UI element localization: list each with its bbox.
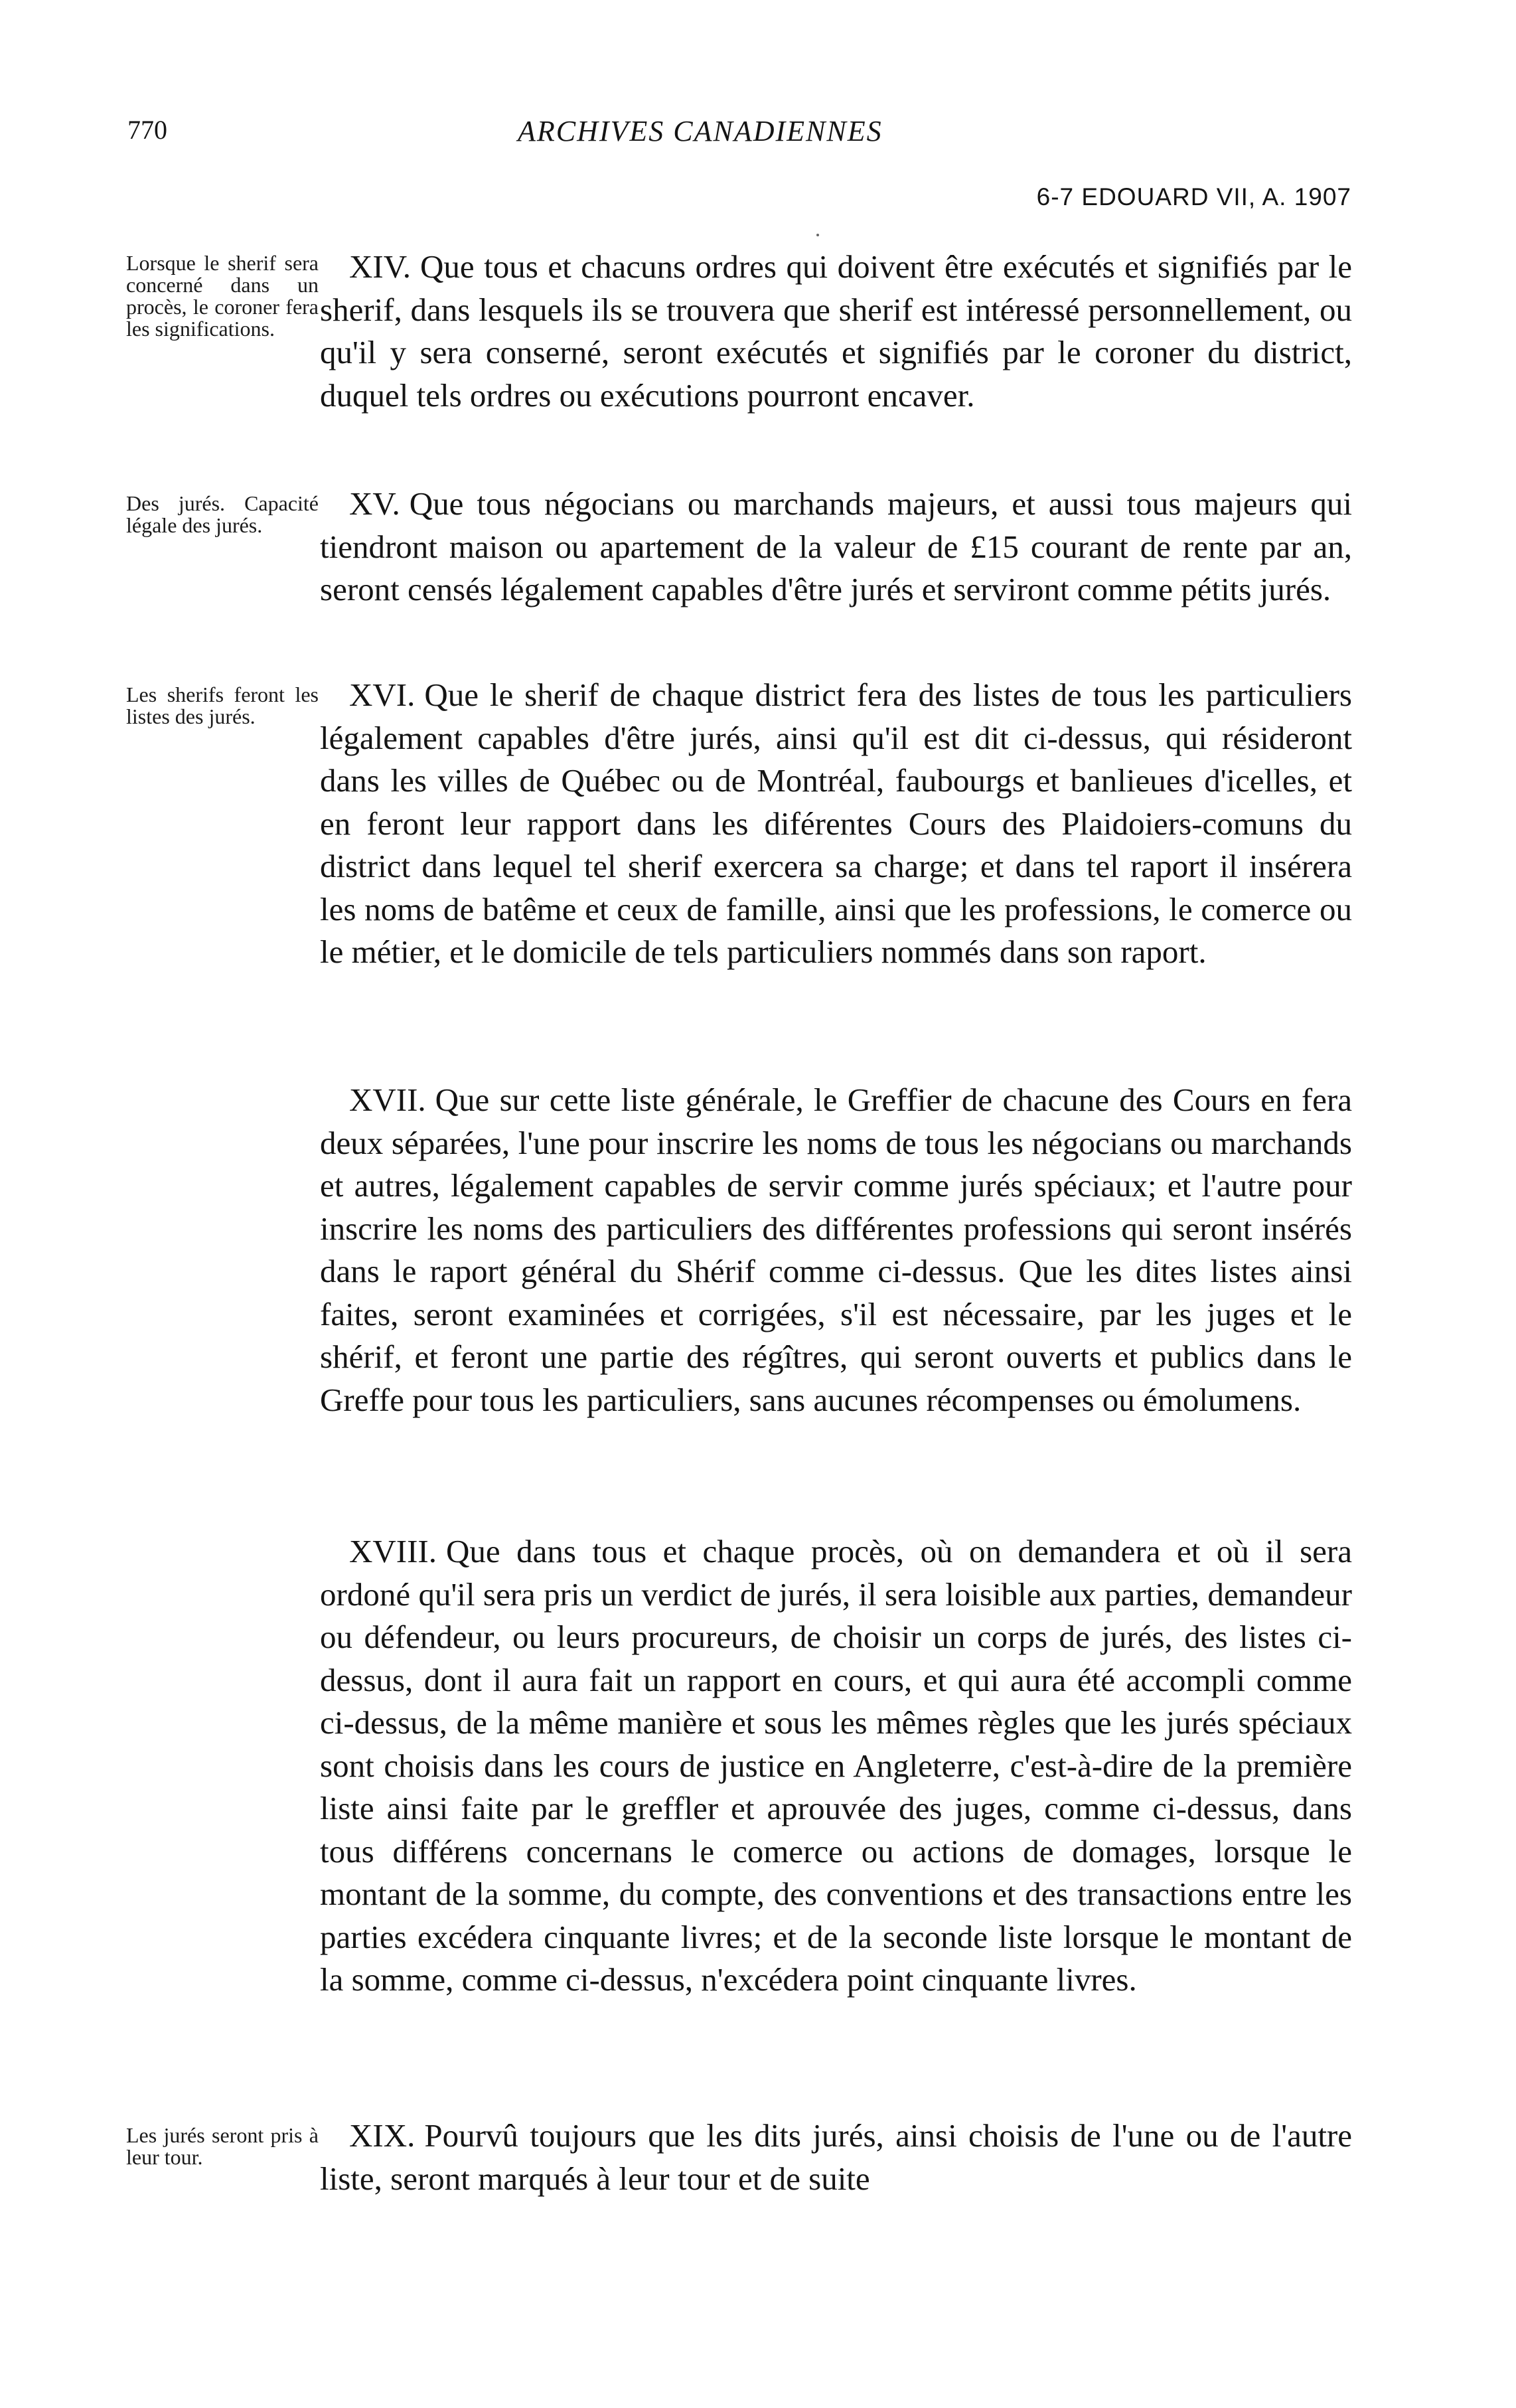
article-text: Pourvû toujours que les dits jurés, ainsi choisis de l'une ou de l'autre liste, seront marqués à leur tour et de suite	[320, 2117, 1352, 2197]
article-number: XVI.	[349, 677, 416, 713]
article-text: Que sur cette liste générale, le Greffier de chacune des Cours en fera deux séparées, l'une pour inscrire les noms de tous les négocians ou marchands et autres, légalement capables de servir comme jurés spéciaux; et l'autre pour inscrire les noms des particuliers des différentes professions qui seront insérés dans le raport général du Shérif comme ci-dessus. Que les dites listes ainsi faites, seront examinées et corrigées, s'il est nécessaire, par les juges et le shérif, et feront une partie des régîtres, qui seront ouverts et publics dans le Greffe pour tous les particuliers, sans aucunes récompenses ou émolumens.	[320, 1082, 1352, 1418]
session-info: 6-7 EDOUARD VII, A. 1907	[1036, 183, 1351, 210]
article-text: Que dans tous et chaque procès, où on demandera et où il sera ordoné qu'il sera pris un verdict de jurés, il sera loisible aux parties, demandeur ou défendeur, ou leurs procureurs, de choisir un corps de jurés, des listes ci-dessus, dont il aura fait un rapport en cours, et qui aura été accompli comme ci-dessus, de la même manière et sous les mêmes règles que les jurés spéciaux sont choisis dans les cours de justice en Angleterre, c'est-à-dire de la première liste ainsi faite par le greffler et aprouvée des juges, comme ci-dessus, dans tous différens concernans le comerce ou actions de domages, lorsque le montant de la somme, du compte, des conventions et des transactions entre les parties excédera cinquante livres; et de la seconde liste lorsque le montant de la somme, comme ci-dessus, n'excédera point cinquante livres.	[320, 1533, 1352, 1998]
article-number: XVIII.	[349, 1533, 437, 1569]
margin-note-sherif-lists: Les sherifs feront les listes des jurés.	[126, 682, 319, 728]
article-xix	[320, 2115, 1352, 2200]
margin-note-jures-capacity: Des jurés. Capacité légale des jurés.	[126, 491, 319, 537]
article-xvii	[320, 1079, 1352, 1421]
page-number: 770	[127, 115, 167, 145]
margin-note-sheriff: Lorsque le sherif sera concerné dans un procès, le coroner fera les significations.	[126, 251, 319, 341]
article-number: XVII.	[349, 1082, 426, 1118]
article-xvi	[320, 674, 1352, 974]
article-text: Que tous et chacuns ordres qui doivent être exécutés et signifiés par le sherif, dans lesquels ils se trouvera que sherif est intéressé personnellement, ou qu'il y sera conserné, seront exécutés et signifiés par le coroner du district, duquel tels ordres ou exécutions pourront encaver.	[320, 248, 1352, 414]
article-xv	[320, 483, 1352, 611]
speck-mark	[816, 234, 819, 236]
article-text: Que tous négocians ou marchands majeurs, et aussi tous majeurs qui tiendront maison ou apartement de la valeur de £15 courant de rente par an, seront censés légalement capables d'être jurés et serviront comme pétits jurés.	[320, 485, 1352, 607]
article-number: XIV.	[349, 248, 412, 285]
margin-note-turn: Les jurés seront pris à leur tour.	[126, 2123, 319, 2169]
article-number: XV.	[349, 485, 400, 522]
article-text: Que le sherif de chaque district fera des listes de tous les particuliers légalement capables d'être jurés, ainsi qu'il est dit ci-dessus, qui résideront dans les villes de Québec ou de Montréal, faubourgs et banlieues d'icelles, et en feront leur rapport dans les diférentes Cours des Plaidoiers-comuns du district dans lequel tel sherif exercera sa charge; et dans tel raport il insérera les noms de batême et ceux de famille, ainsi que les professions, le comerce ou le métier, et le domicile de tels particuliers nommés dans son raport.	[320, 677, 1352, 970]
article-xiv	[320, 246, 1352, 417]
article-xviii	[320, 1530, 1352, 2002]
running-head: ARCHIVES CANADIENNES	[518, 115, 883, 147]
article-number: XIX.	[349, 2117, 416, 2154]
